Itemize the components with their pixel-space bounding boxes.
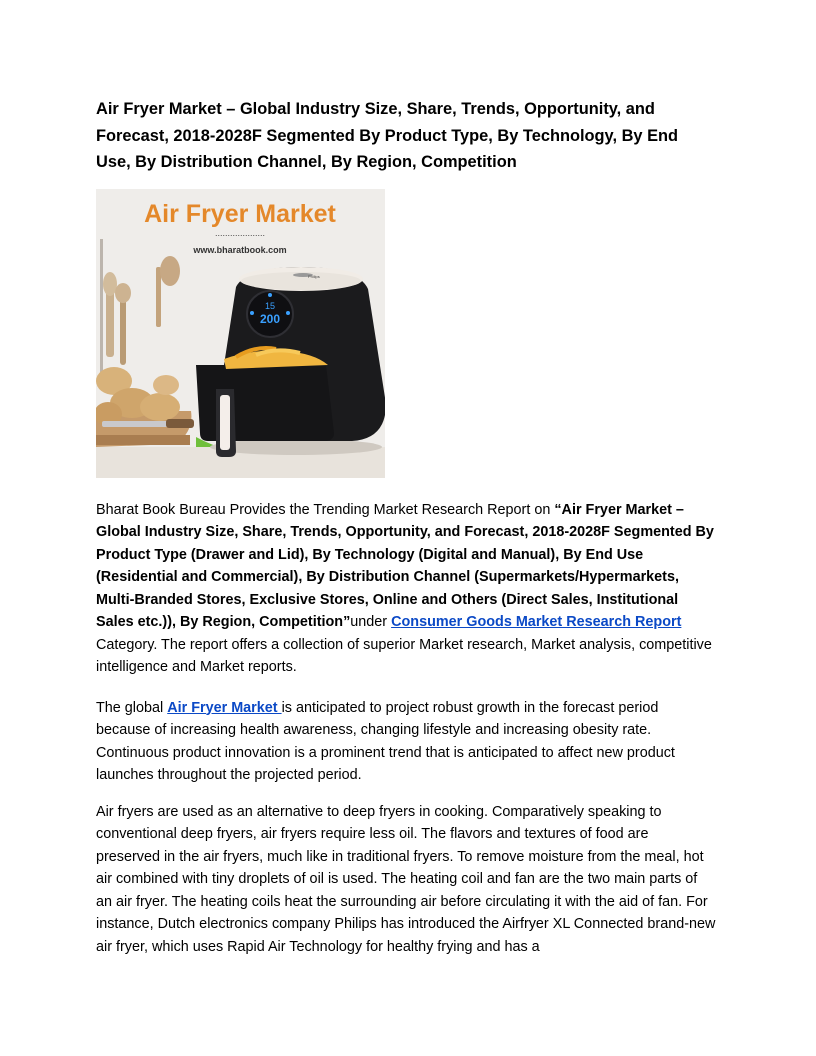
page-title: Air Fryer Market – Global Industry Size, Share, Trends, Opportunity, and Forecast, 2018-2028F Segmented By Product Type, By Technology, By End Use, By Distribution Channel, By Region, Competition [96, 100, 679, 171]
image-url: www.bharatbook.com [193, 244, 287, 255]
document-page [96, 96, 716, 958]
control-dot-right [286, 311, 290, 315]
intro-lead: Bharat Book Bureau Provides the Trending Market Research Report on [96, 501, 555, 518]
image-heading: Air Fryer Market [144, 199, 336, 228]
brand-label: Philips [308, 273, 320, 279]
intro-paragraph [96, 499, 716, 679]
image-dots: .................... [214, 227, 266, 238]
consumer-goods-report-link[interactable]: Consumer Goods Market Research Report [391, 614, 682, 630]
para2-lead: The global [96, 699, 168, 716]
display-main: 200 [259, 311, 281, 326]
intro-report-title: “Air Fryer Market – Global Industry Size, Share, Trends, Opportunity, and Forecast, 2018-2028F Segmented By Product Type (Drawer and Lid), By Technology (Digital and Manual), By End Use (Residential and Commercial), By Distribution Channel (Supermarkets/Hypermarkets, Multi-Branded Stores, Exclusive Stores, Online and Others (Direct Sales, Institutional Sales etc.)), By Region, Competition” [96, 501, 714, 630]
control-dot-left [250, 311, 254, 315]
para2-tail: is anticipated to project robust growth in the forecast period because of increasing health awareness, changing lifestyle and increasing obesity rate. Continuous product innovation is a prominent trend that is anticipated to affect new product launches throughout the projected period. [96, 699, 675, 783]
air-fryer-description-paragraph: Air fryers are used as an alternative to deep fryers in cooking. Comparatively speaking to conventional deep fryers, air fryers require less oil. The flavors and textures of food are preserved in the air fryers, much like in traditional fryers. To remove moisture from the meal, hot air combined with tiny droplets of oil is used. The heating coil and fan are the two main parts of an air fryer. The heating coils heat the surrounding air before circulating it with the aid of fan. For instance, Dutch electronics company Philips has introduced the Airfryer XL Connected brand-new air fryer, which uses Rapid Air Technology for healthy frying and has a [96, 803, 716, 955]
market-growth-paragraph [96, 697, 716, 787]
air-fryer-market-link[interactable]: Air Fryer Market [167, 699, 282, 716]
display-top: 15 [264, 300, 276, 311]
control-dot-top [268, 293, 272, 297]
air-fryer-illustration [96, 189, 385, 478]
air-fryer-image [96, 189, 385, 478]
intro-under: under [350, 614, 392, 630]
intro-tail: Category. The report offers a collection of superior Market research, Market analysis, competitive intelligence and Market reports. [96, 636, 712, 675]
